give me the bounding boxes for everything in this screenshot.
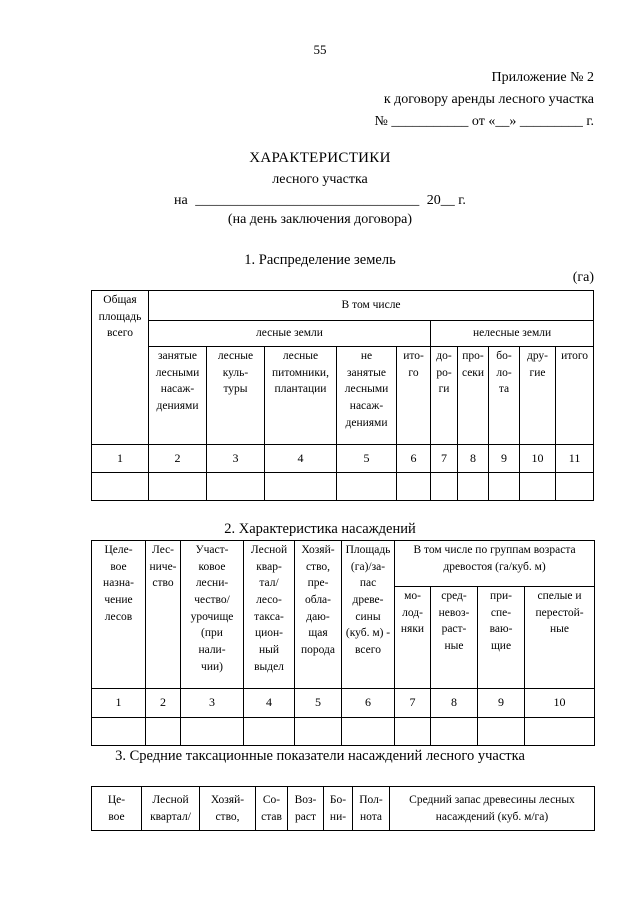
col-nurseries: лесные питомники, плантации <box>265 347 337 445</box>
col-purpose: Целе- вое назна- чение лесов <box>92 541 146 689</box>
document-subtitle: лесного участка <box>272 172 368 187</box>
col-average-stock: Средний запас древесины лесных насаждений (куб. м/га) <box>390 787 595 831</box>
col-occupied: занятые лесными насаж- дениями <box>149 347 207 445</box>
in-that-header: В том числе <box>149 291 594 321</box>
col-young: мо- лод- няки <box>395 587 431 689</box>
document-title: ХАРАКТЕРИСТИКИ <box>249 150 391 166</box>
col-total-area: Общая площадь всего <box>92 291 149 445</box>
nonforest-land-header: нелесные земли <box>431 321 594 347</box>
column-number: 6 <box>397 445 431 473</box>
table-row-empty <box>92 718 595 746</box>
column-number: 2 <box>149 445 207 473</box>
col-mature-overmature: спелые и перестой- ные <box>525 587 595 689</box>
col-quarter-section: Лесной квар- тал/ лесо- такса- цион- ный выдел <box>244 541 295 689</box>
col-forestry: Лес- ниче- ство <box>146 541 181 689</box>
col-farm: Хозяй- ство, <box>200 787 256 831</box>
col-unoccupied: не занятые лесными насаж- дениями <box>337 347 397 445</box>
column-number: 11 <box>556 445 594 473</box>
section-2-title: 2. Характеристика насаждений <box>224 521 416 537</box>
col-nonforest-total: итого <box>556 347 594 445</box>
col-swamps: бо- ло- та <box>489 347 520 445</box>
col-area-stock: Площадь (га)/за- пас древе- сины (куб. м) - всего <box>342 541 395 689</box>
forest-land-header: лесные земли <box>149 321 431 347</box>
column-number: 3 <box>181 689 244 718</box>
column-number: 1 <box>92 445 149 473</box>
land-distribution-table <box>91 290 594 501</box>
column-number: 8 <box>458 445 489 473</box>
col-other: дру- гие <box>520 347 556 445</box>
col-forest-total: ито- го <box>397 347 431 445</box>
column-number: 8 <box>431 689 478 718</box>
col-dominant-species: Хозяй- ство, пре- обла- даю- щая порода <box>295 541 342 689</box>
column-number: 3 <box>207 445 265 473</box>
date-line <box>0 193 640 209</box>
date-prefix: на <box>174 193 188 208</box>
col-composition: Со- став <box>256 787 288 831</box>
column-number: 5 <box>295 689 342 718</box>
col-middle-aged: сред- невоз- раст- ные <box>431 587 478 689</box>
age-group-header: В том числе по группам возраста древостоя (га/куб. м) <box>395 541 595 587</box>
contract-number-line: № ___________ от «__» _________ г. <box>374 114 594 129</box>
taxation-indicators-table <box>91 786 595 831</box>
contract-reference: к договору аренды лесного участка <box>383 92 594 107</box>
column-numbers-row <box>92 445 594 473</box>
column-number: 4 <box>265 445 337 473</box>
date-year: 20__ г. <box>426 193 466 208</box>
col-maturing: при- спе- ваю- щие <box>478 587 525 689</box>
col-density: Пол- нота <box>353 787 390 831</box>
col-district-forestry: Участ- ковое лесни- чество/ урочище (при нали- чии) <box>181 541 244 689</box>
section-1-title: 1. Распределение земель <box>244 252 396 268</box>
date-note: (на день заключения договора) <box>227 212 413 227</box>
col-bonitet: Бо- ни- <box>324 787 353 831</box>
col-purpose: Це- вое <box>92 787 142 831</box>
date-blank: ________________________________ <box>195 193 420 208</box>
column-number: 5 <box>337 445 397 473</box>
column-number: 9 <box>478 689 525 718</box>
page-number: 55 <box>313 42 327 57</box>
col-age: Воз- раст <box>288 787 324 831</box>
column-number: 7 <box>431 445 458 473</box>
col-quarter: Лесной квартал/ <box>142 787 200 831</box>
column-numbers-row <box>92 689 595 718</box>
column-number: 9 <box>489 445 520 473</box>
table-row-empty <box>92 473 594 501</box>
column-number: 6 <box>342 689 395 718</box>
unit-label: (га) <box>572 270 594 285</box>
column-number: 2 <box>146 689 181 718</box>
column-number: 1 <box>92 689 146 718</box>
column-number: 4 <box>244 689 295 718</box>
col-clearings: про- секи <box>458 347 489 445</box>
stands-characteristics-table <box>91 540 595 746</box>
appendix-label: Приложение № 2 <box>491 70 594 85</box>
section-3-title: 3. Средние таксационные показатели насаждений лесного участка <box>115 748 525 764</box>
column-number: 10 <box>525 689 595 718</box>
col-roads: до- ро- ги <box>431 347 458 445</box>
col-forest-cultures: лесные куль- туры <box>207 347 265 445</box>
column-number: 10 <box>520 445 556 473</box>
column-number: 7 <box>395 689 431 718</box>
